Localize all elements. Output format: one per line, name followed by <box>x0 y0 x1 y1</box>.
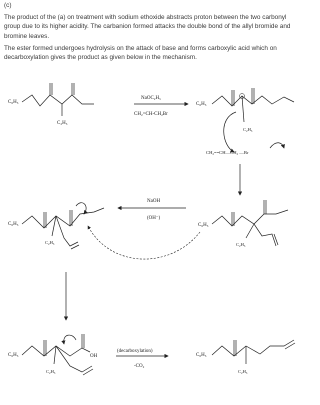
allyl-bromide <box>206 143 284 155</box>
c2h5-label: C₂H₅ <box>46 369 56 374</box>
c6h5-label: C₆H₅ <box>196 102 207 107</box>
co2-byproduct: -CO₂ <box>134 364 145 369</box>
hydroxyl-label: OH <box>90 354 98 359</box>
part-label: (c) <box>4 2 12 9</box>
c6h5-label: C₆H₅ <box>8 100 19 105</box>
hydroxide-attack-arrow <box>88 226 200 259</box>
reagent-sodium-ethoxide: NaOC₂H₅ <box>141 96 161 101</box>
alkylated-ester <box>198 200 288 247</box>
c2h5-label: C₂H₅ <box>236 242 246 247</box>
c2h5-label: C₂H₅ <box>238 369 248 374</box>
decarboxylation-arrow <box>64 335 76 344</box>
step1-arrow <box>134 96 188 117</box>
hydrolysis-ester <box>8 203 104 249</box>
reagent-naoh: NaOH <box>147 199 161 204</box>
reagent-hydroxide: (OH⁻) <box>147 216 161 221</box>
c6h5-label: C₆H₅ <box>8 353 19 358</box>
step2-arrow <box>118 199 186 221</box>
carbanion-intermediate <box>196 88 294 132</box>
allyl-bromide-label: CH₂==CH—CH₂ —Br <box>206 150 249 155</box>
starting-keto-ester <box>8 83 94 126</box>
beta-keto-acid <box>8 334 98 375</box>
step3-arrow <box>116 349 168 369</box>
c6h5-label: C₆H₅ <box>198 223 209 228</box>
explanation-paragraph-1: The product of the (a) on treatment with sodium ethoxide abstracts proton between the two carbonyl group due to its higher acidity. The carbanion formed attacks the double bond of the allyl bromide and bromine leaves. <box>4 14 291 40</box>
c2h5-label: C₂H₅ <box>45 240 55 245</box>
explanation-paragraph-2: The ester formed undergoes hydrolysis on the attack of base and forms carboxylic acid which on decarboxylation gives the product as given below in the mechanism. <box>4 44 277 62</box>
bromide-leaving-arrow <box>270 143 284 148</box>
c2h5-label: C₂H₅ <box>243 127 253 132</box>
carbonyl-electron-arrow <box>76 203 86 214</box>
carbanion-attack-arrow <box>224 112 236 152</box>
decarboxylation-label: (decarboxylation) <box>117 349 153 354</box>
final-product-ketone <box>196 340 295 374</box>
c6h5-label: C₆H₅ <box>8 222 19 227</box>
c2h5-label: C₂H₅ <box>57 121 68 126</box>
reagent-allyl-bromide: CH₂=CH-CH₂Br <box>134 112 168 117</box>
c6h5-label: C₆H₅ <box>196 353 207 358</box>
